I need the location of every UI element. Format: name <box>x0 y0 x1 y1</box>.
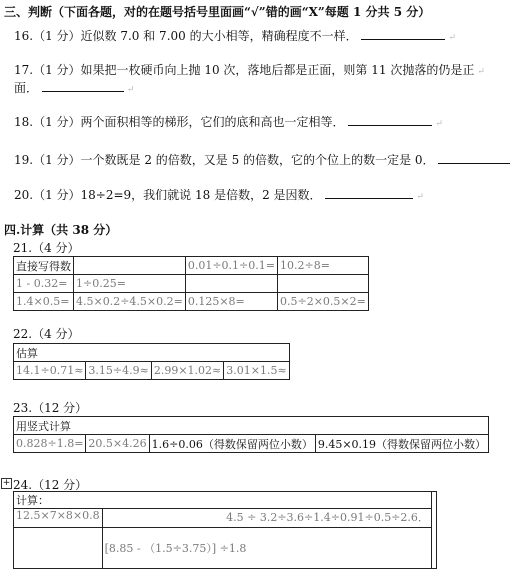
answer-blank-18[interactable] <box>348 114 432 126</box>
question-20-text: 20.（1 分）18÷2=9，我们就说 18 是倍数，2 是因数． <box>14 188 322 202</box>
section-4-heading: 四.计算（共 38 分） <box>4 223 118 237</box>
question-17-cont: 面． ↵ <box>14 81 135 95</box>
question-18: 18.（1 分）两个面积相等的梯形，它们的底和高也一定相等． ↵ <box>14 115 443 129</box>
q24-title: 计算： <box>14 492 432 509</box>
q21-cell: 1.4×0.5= <box>14 293 74 311</box>
q21-table <box>13 256 369 311</box>
q22-cell: 2.99×1.02≈ <box>151 362 223 380</box>
question-19-text: 19.（1 分）一个数既是 2 的倍数，又是 5 的倍数，它的个位上的数一定是 0． <box>14 153 435 167</box>
question-16-text: 16.（1 分）近似数 7.0 和 7.00 的大小相等，精确程度不一样． <box>14 29 358 43</box>
q21-label: 21.（4 分） <box>13 241 80 255</box>
q24-cell: [8.85 - （1.5÷3.75）] ÷1.8 <box>102 528 431 569</box>
q24-label: 24.（12 分） <box>13 478 88 492</box>
question-17-cont-text: 面． <box>14 81 39 95</box>
q22-table <box>13 343 290 380</box>
q22-cell: 3.15÷4.9≈ <box>86 362 151 380</box>
q23-cell: 1.6÷0.06（得数保留两位小数） <box>149 435 315 453</box>
q24-table <box>13 491 437 569</box>
question-19 <box>14 151 510 168</box>
q22-cell: 3.01×1.5≈ <box>224 362 289 380</box>
table-move-handle-icon[interactable]: + <box>2 478 11 488</box>
question-17: 17.（1 分）如果把一枚硬币向上抛 10 次，落地后都是正面，则第 11 次抛落的仍是正 ↵ <box>14 63 485 77</box>
answer-blank-20[interactable] <box>325 187 413 199</box>
q22-title: 估算 <box>14 344 290 362</box>
q24-cell: 12.5×7×8×0.8 <box>14 509 103 528</box>
q21-cell: 10.2÷8= <box>277 257 368 275</box>
q21-cell: 直接写得数 <box>14 257 74 275</box>
answer-blank-19[interactable] <box>438 152 510 164</box>
q22-label: 22.（4 分） <box>13 327 80 341</box>
q23-label: 23.（12 分） <box>13 401 88 415</box>
q23-cell: 0.828÷1.8= <box>14 435 86 453</box>
question-17-text: 17.（1 分）如果把一枚硬币向上抛 10 次，落地后都是正面，则第 11 次抛落的仍是正 <box>14 63 475 77</box>
section-3-heading: 三、判断（下面各题，对的在题号括号里面画“√”错的画“X”每题 1 分共 5 分） <box>4 5 431 19</box>
q24-cell-empty <box>431 492 436 569</box>
question-16: 16.（1 分）近似数 7.0 和 7.00 的大小相等，精确程度不一样． ↵ <box>14 29 456 43</box>
q24-expression: 4.5 ÷ 3.2÷3.6÷1.4÷ <box>226 511 340 524</box>
q21-cell <box>74 257 186 275</box>
q21-cell <box>277 275 368 293</box>
q21-cell: 1 - 0.32= <box>14 275 74 293</box>
answer-blank-16[interactable] <box>361 28 445 40</box>
q23-cell: 9.45×0.19（得数保留两位小数） <box>315 435 488 453</box>
q23-table <box>13 416 489 453</box>
q24-expression: 0.91÷0.5÷2.6． <box>339 511 429 524</box>
q21-cell: 1÷0.25= <box>74 275 186 293</box>
q21-cell: 0.125×8= <box>185 293 277 311</box>
q21-cell <box>185 275 277 293</box>
q21-cell: 4.5×0.2÷4.5×0.2= <box>74 293 186 311</box>
q22-cell: 14.1÷0.71≈ <box>14 362 86 380</box>
q21-cell: 0.01÷0.1÷0.1= <box>185 257 277 275</box>
q23-cell: 20.5×4.26 <box>86 435 149 453</box>
q24-cell-blank <box>14 528 103 569</box>
q23-title: 用竖式计算 <box>14 417 489 435</box>
q21-cell: 0.5÷2×0.5×2= <box>277 293 368 311</box>
question-18-text: 18.（1 分）两个面积相等的梯形，它们的底和高也一定相等． <box>14 115 345 129</box>
question-20: 20.（1 分）18÷2=9，我们就说 18 是倍数，2 是因数． ↵ <box>14 188 424 202</box>
answer-blank-17[interactable] <box>42 80 124 92</box>
q24-cell <box>102 509 431 528</box>
